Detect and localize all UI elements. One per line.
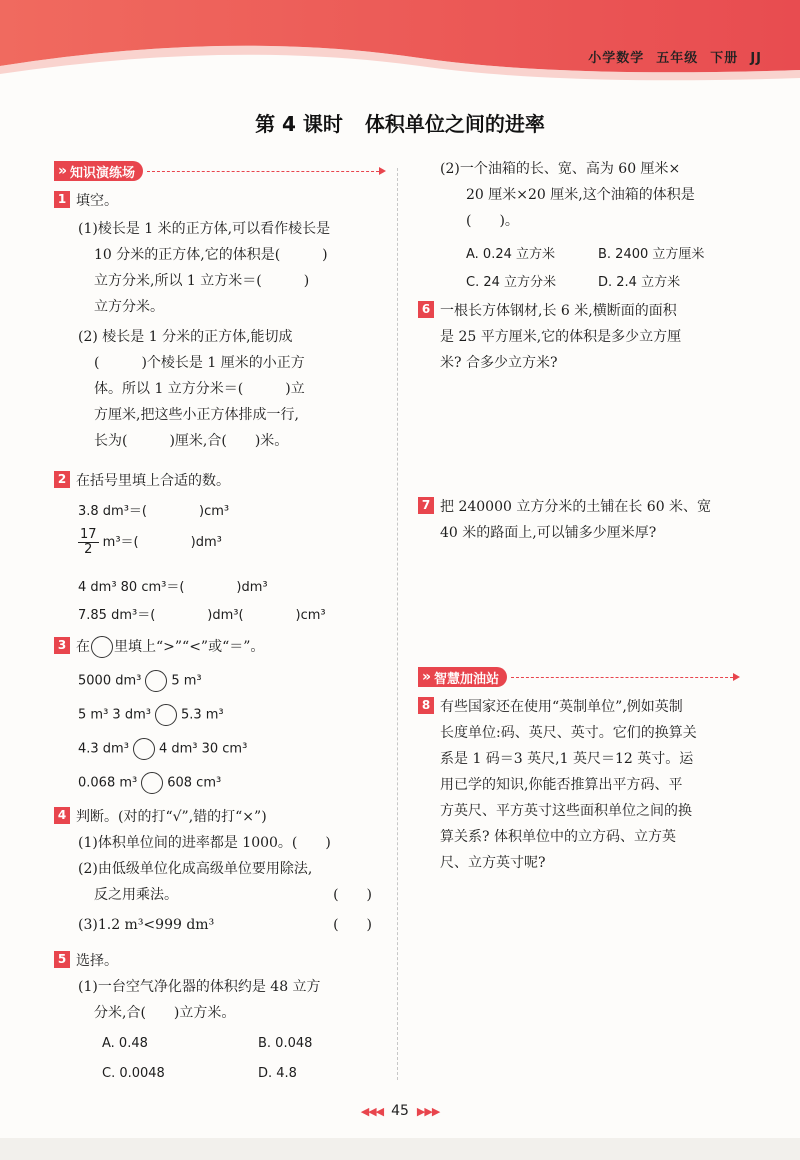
compare-circle [91, 636, 113, 658]
q2-row: 7.85 dm³＝( )dm³( )cm³ [78, 608, 326, 623]
lesson-topic: 体积单位之间的进率 [364, 112, 545, 136]
answer-blank[interactable]: ( ) [333, 917, 372, 933]
q5-part2-line: (2)一个油箱的长、宽、高为 60 厘米× [440, 161, 681, 177]
section-banner-practice [54, 161, 384, 181]
question-5 [54, 948, 384, 1026]
q5-part1-line: (1)一台空气净化器的体积约是 48 立方 [78, 979, 321, 995]
question-number-badge: 7 [418, 497, 434, 514]
q1-part2-line: (2) 棱长是 1 分米的正方体,能切成 [78, 329, 293, 345]
compare-right: 608 cm³ [167, 775, 222, 791]
q1-part2-line: 体。所以 1 立方分米＝( )立 [94, 381, 305, 397]
compare-left: 5 m³ 3 dm³ [78, 707, 151, 723]
q8-line: 用已学的知识,你能否推算出平方码、平 [440, 777, 683, 793]
q7-line: 40 米的路面上,可以铺多少厘米厚? [440, 525, 657, 541]
option[interactable]: A. 0.24 立方米 [466, 247, 556, 262]
compare-left: 5000 dm³ [78, 673, 142, 689]
compare-circle[interactable] [155, 704, 177, 726]
compare-right: 5.3 m³ [180, 707, 224, 723]
compare-right: 4 dm³ 30 cm³ [158, 741, 248, 757]
fraction-denominator: 2 [84, 542, 93, 557]
header-volume: 下册 [710, 51, 739, 66]
question-number-badge: 5 [54, 951, 70, 968]
right-arrows-icon: ▶▶▶ [416, 1105, 440, 1118]
header-grade: 五年级 [656, 51, 699, 66]
q4-line-with-blank [54, 912, 384, 938]
q1-part1-line: 立方分米。 [94, 299, 164, 315]
option[interactable]: B. 0.048 [258, 1036, 313, 1051]
section-title-boost: 智慧加油站 [434, 671, 500, 687]
question-number-badge: 6 [418, 301, 434, 318]
q1-part1-line: (1)棱长是 1 米的正方体,可以看作棱长是 [78, 221, 331, 237]
question-number-badge: 8 [418, 697, 434, 714]
question-4 [54, 804, 384, 938]
compare-circle[interactable] [133, 738, 155, 760]
page-number [0, 1103, 800, 1119]
section-title-practice: 知识演练场 [70, 165, 136, 181]
q8-line: 长度单位:码、英尺、英寸。它们的换算关 [440, 725, 697, 741]
q4-line: (2)由低级单位化成高级单位要用除法, [78, 861, 313, 877]
question-stem: 在括号里填上合适的数。 [76, 473, 230, 489]
q4-line: (1)体积单位间的进率都是 1000。( ) [78, 835, 331, 851]
q4-text: 反之用乘法。 [94, 887, 178, 903]
q8-line: 尺、立方英寸呢? [440, 855, 546, 871]
option[interactable]: D. 2.4 立方米 [598, 275, 681, 290]
q2-row: 4 dm³ 80 cm³＝( )dm³ [78, 580, 268, 595]
question-stem: 填空。 [76, 193, 118, 209]
compare-circle[interactable] [141, 772, 163, 794]
page-number-value: 45 [391, 1103, 409, 1119]
fraction [78, 528, 99, 557]
question-2 [54, 468, 230, 494]
double-arrow-icon: » [58, 163, 68, 179]
q8-line: 方英尺、平方英寸这些面积单位之间的换 [440, 803, 692, 819]
q5-part1-line: 分米,合( )立方米。 [94, 1005, 236, 1021]
question-3 [54, 634, 264, 660]
option[interactable]: C. 0.0048 [102, 1066, 165, 1081]
question-7 [418, 494, 748, 546]
question-5-part-2 [418, 156, 748, 234]
compare-left: 4.3 dm³ [78, 741, 129, 757]
header-subject: 小学数学 [588, 51, 645, 66]
q6-line: 米? 合多少立方米? [440, 355, 558, 371]
q4-line-with-blank [54, 882, 384, 908]
question-number-badge: 4 [54, 807, 70, 824]
question-number-badge: 1 [54, 191, 70, 208]
q1-part2-line: 长为( )厘米,合( )米。 [94, 433, 289, 449]
question-8 [418, 694, 748, 876]
option[interactable]: B. 2400 立方厘米 [598, 247, 705, 262]
compare-circle[interactable] [145, 670, 167, 692]
header-edition: JJ [750, 51, 762, 66]
q3-compare-row [78, 738, 247, 760]
q1-part1-line: 立方分米,所以 1 立方米＝( ) [94, 273, 310, 289]
option[interactable]: D. 4.8 [258, 1066, 297, 1081]
fraction-rest: m³＝( )dm³ [98, 535, 222, 550]
q6-line: 是 25 平方厘米,它的体积是多少立方厘 [440, 329, 682, 345]
q8-line: 系是 1 码＝3 英尺,1 英尺＝12 英寸。运 [440, 751, 694, 767]
question-number-badge: 3 [54, 637, 70, 654]
question-stem-a: 在 [76, 639, 90, 655]
q1-part2-line: ( )个棱长是 1 厘米的小正方 [94, 355, 305, 371]
double-arrow-icon: » [422, 669, 432, 685]
question-stem-b: 里填上“>”“<”或“＝”。 [114, 639, 265, 655]
q8-line: 算关系? 体积单位中的立方码、立方英 [440, 829, 676, 845]
option[interactable]: A. 0.48 [102, 1036, 148, 1051]
q5-part2-line: 20 厘米×20 厘米,这个油箱的体积是 [466, 187, 695, 203]
q2-row: 3.8 dm³＝( )cm³ [78, 504, 230, 519]
fraction-numerator: 17 [80, 527, 97, 542]
q2-fraction-row [78, 528, 222, 557]
q1-part2-line: 方厘米,把这些小正方体排成一行, [94, 407, 299, 423]
q3-compare-row [78, 704, 224, 726]
q7-line: 把 240000 立方分米的土铺在长 60 米、宽 [440, 499, 712, 515]
page-title [0, 108, 800, 137]
lesson-number: 第 4 课时 [255, 112, 343, 136]
option[interactable]: C. 24 立方分米 [466, 275, 557, 290]
compare-right: 5 m³ [171, 673, 202, 689]
q6-line: 一根长方体钢材,长 6 米,横断面的面积 [440, 303, 677, 319]
question-stem: 判断。(对的打“√”,错的打“×”) [76, 809, 267, 825]
q5-part2-line: ( )。 [466, 213, 519, 229]
question-1 [54, 188, 384, 454]
question-number-badge: 2 [54, 471, 70, 488]
compare-left: 0.068 m³ [78, 775, 138, 791]
q3-compare-row [78, 772, 221, 794]
q3-compare-row [78, 670, 202, 692]
header-info [576, 47, 762, 66]
q1-part1-line: 10 分米的正方体,它的体积是( ) [94, 247, 328, 263]
page-bottom-edge [0, 1138, 800, 1160]
q4-text: (3)1.2 m³<999 dm³ [78, 917, 215, 933]
question-stem: 选择。 [76, 953, 118, 969]
question-6 [418, 298, 748, 376]
section-banner-boost [418, 667, 738, 687]
left-arrows-icon: ◀◀◀ [360, 1105, 384, 1118]
q8-line: 有些国家还在使用“英制单位”,例如英制 [440, 699, 683, 715]
column-divider [397, 168, 398, 1080]
answer-blank[interactable]: ( ) [333, 887, 372, 903]
